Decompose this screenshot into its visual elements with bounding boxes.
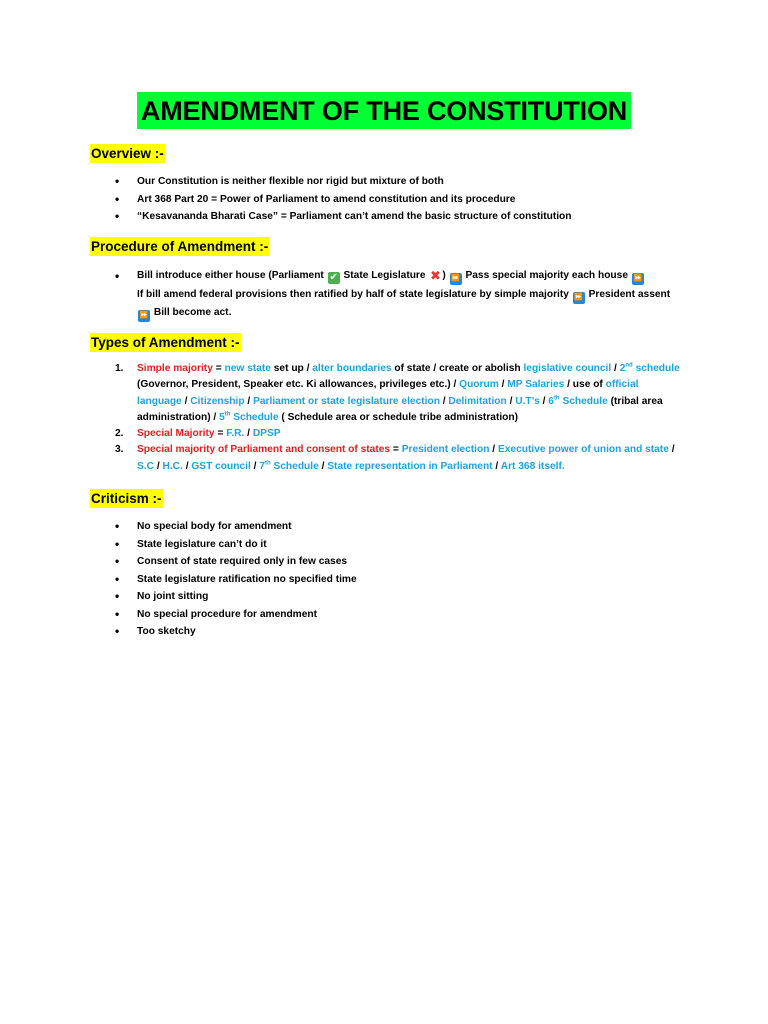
procedure-text: ) <box>442 270 449 281</box>
list-item <box>115 361 685 426</box>
topic: DPSP <box>252 428 281 440</box>
procedure-text: Bill become act. <box>151 307 232 318</box>
overview-heading: Overview :- <box>91 146 164 161</box>
text: / use of <box>564 379 606 391</box>
list-item: • Our Constitution is neither flexible nor rigid but mixture of both <box>115 173 715 191</box>
cross-mark-icon: ✖ <box>429 268 441 283</box>
superscript: th <box>264 460 271 467</box>
list-item: • State legislature ratification no specified time <box>115 571 715 589</box>
text: / <box>506 395 516 407</box>
topic: Schedule <box>270 460 319 472</box>
overview-list <box>115 173 715 226</box>
item-number: 2. <box>115 428 124 440</box>
superscript: th <box>553 395 560 402</box>
text: / <box>250 460 260 472</box>
text: (tribal area administration) / <box>137 395 663 423</box>
page-title: AMENDMENT OF THE CONSTITUTION <box>137 92 631 129</box>
list-item: • “Kesavananda Bharati Case” = Parliament can’t amend the basic structure of constitution <box>115 208 715 226</box>
topic: Citizenship <box>190 395 245 407</box>
list-item: • Consent of state required only in few cases <box>115 553 715 571</box>
topic: MP Salaries <box>507 379 565 391</box>
text: / <box>182 460 192 472</box>
fast-forward-icon: ⏩ <box>450 273 462 285</box>
procedure-list <box>115 267 680 323</box>
text: = <box>214 428 227 440</box>
topic: Parliament or state legislature election <box>253 395 440 407</box>
topic: 6 <box>548 395 554 407</box>
list-item: • No joint sitting <box>115 588 715 606</box>
text: / <box>611 363 620 374</box>
types-list <box>115 361 685 475</box>
topic: S.C <box>137 460 154 472</box>
topic: Art 368 itself. <box>500 460 565 472</box>
amendment-type: Special majority of Parliament and consent of states <box>137 444 391 456</box>
fast-forward-icon: ⏩ <box>138 310 150 322</box>
list-item: • State legislature can’t do it <box>115 536 715 554</box>
topic: President election <box>401 444 490 456</box>
topic: Executive power of union and state <box>497 444 669 456</box>
topic: State representation in Parliament <box>327 460 493 472</box>
topic: Schedule <box>230 411 279 423</box>
superscript: th <box>224 411 231 418</box>
text: = <box>212 363 225 374</box>
fast-forward-icon: ⏩ <box>573 292 585 304</box>
text: / <box>489 444 498 456</box>
text: / <box>668 444 675 456</box>
topic: schedule <box>635 363 680 374</box>
text: ( Schedule area or schedule tribe administration) <box>278 411 519 423</box>
text: (Governor, President, Speaker etc. Ki allowances, privileges etc.) / <box>137 379 460 391</box>
text: = <box>390 444 402 456</box>
procedure-text: Pass special majority each house <box>462 270 631 281</box>
topic: official language <box>137 379 639 407</box>
amendment-type: Special Majority <box>137 428 215 440</box>
topic: U.T’s <box>515 395 540 407</box>
text: set up / <box>270 363 313 374</box>
topic: Quorum <box>459 379 499 391</box>
procedure-text: If bill amend federal provisions then ratified by half of state legislature by simple majority <box>137 288 572 300</box>
topic: Schedule <box>559 395 608 407</box>
procedure-text: President assent <box>585 288 671 300</box>
text: / <box>153 460 163 472</box>
list-item: • Art 368 Part 20 = Power of Parliament to amend constitution and its procedure <box>115 191 715 209</box>
topic: new state <box>224 363 271 374</box>
text: / <box>244 428 253 440</box>
procedure-heading: Procedure of Amendment :- <box>91 239 269 254</box>
fast-forward-icon: ⏩ <box>632 273 644 285</box>
item-number: 1. <box>115 363 124 374</box>
topic: F.R. <box>226 428 245 440</box>
list-item <box>115 426 685 442</box>
topic: H.C. <box>162 460 183 472</box>
types-heading: Types of Amendment :- <box>91 335 240 350</box>
list-item: • No special procedure for amendment <box>115 606 715 624</box>
list-item <box>115 267 680 323</box>
text: / <box>181 395 191 407</box>
criticism-heading: Criticism :- <box>91 491 162 506</box>
topic: Delimitation <box>448 395 507 407</box>
topic: alter boundaries <box>312 363 392 374</box>
criticism-list <box>115 518 715 641</box>
topic: GST council <box>191 460 251 472</box>
list-item <box>115 442 685 475</box>
topic: legislative council <box>523 363 612 374</box>
topic: 5 <box>219 411 225 423</box>
text: / <box>244 395 254 407</box>
procedure-text: State Legislature <box>340 270 429 281</box>
text: / <box>492 460 501 472</box>
list-item: • Too sketchy <box>115 623 715 641</box>
topic: 2 <box>619 363 626 374</box>
text: of state / create or abolish <box>391 363 524 374</box>
title-container <box>0 92 768 129</box>
text: / <box>539 395 549 407</box>
check-mark-icon: ✔ <box>329 272 338 283</box>
item-number: 3. <box>115 444 124 456</box>
amendment-type: Simple majority <box>137 363 213 374</box>
topic: 7 <box>259 460 265 472</box>
list-item: • No special body for amendment <box>115 518 715 536</box>
text: / <box>498 379 508 391</box>
text: / <box>318 460 328 472</box>
text: / <box>439 395 449 407</box>
superscript: nd <box>625 362 633 369</box>
procedure-text: Bill introduce either house (Parliament <box>137 270 327 281</box>
